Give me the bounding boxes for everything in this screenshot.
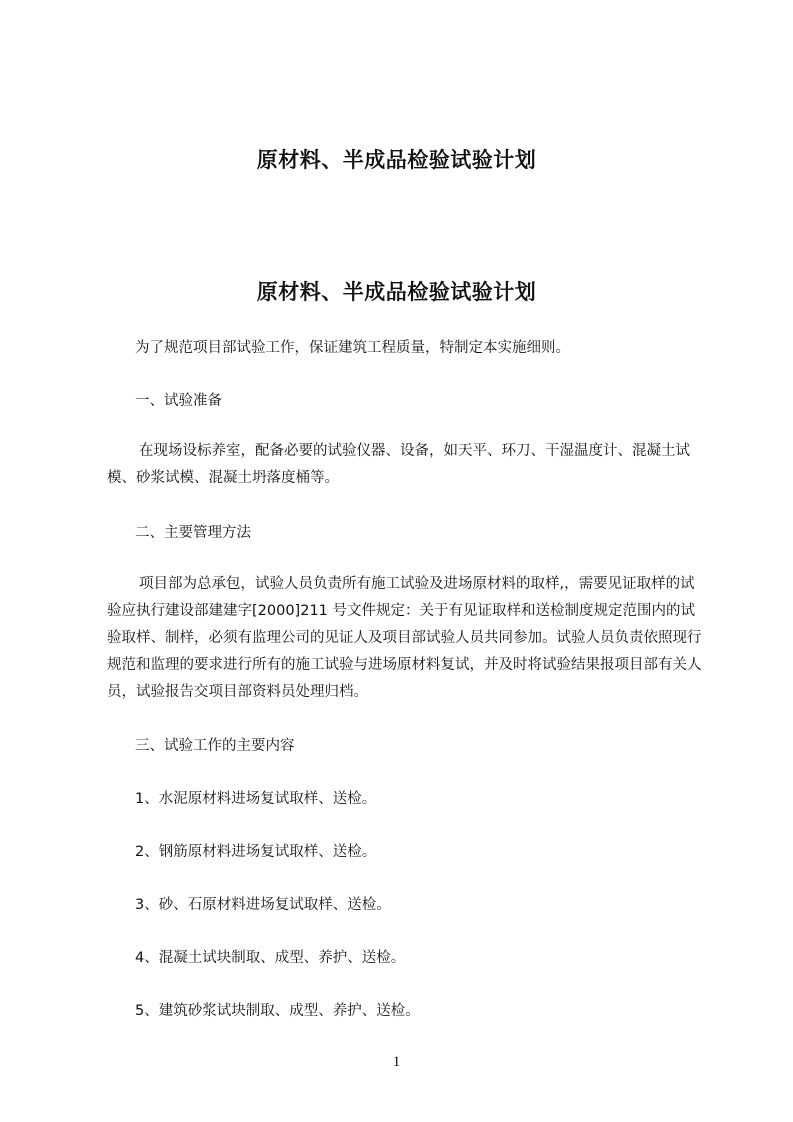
section-heading-main-content: 三、试验工作的主要内容 (135, 738, 295, 754)
section-heading-management: 二、主要管理方法 (135, 525, 251, 541)
list-item: 4、混凝土试块制取、成型、养护、送检。 (135, 950, 406, 966)
section-body-management: 项目部为总承包，试验人员负责所有施工试验及进场原材料的取样,，需要见证取样的试验应执行建设部建建字[2000]211 号文件规定：关于有见证取样和送检制度规定范围内的试验取样、制样，必须有监理公司的见证人及项目部试验人员共同参加。试验人员负责依照现行规范和监理的要求进行所有的施工试验与进场原材料复试，并及时将试验结果报项目部有关人员，试验报告交项目部资料员处理归档。 (107, 576, 702, 700)
page-number: 1 (392, 1054, 401, 1070)
section-heading-preparation: 一、试验准备 (135, 393, 222, 409)
list-item: 5、建筑砂浆试块制取、成型、养护、送检。 (135, 1003, 420, 1019)
intro-paragraph: 为了规范项目部试验工作，保证建筑工程质量，特制定本实施细则。 (135, 340, 570, 356)
section-body-preparation: 在现场设标养室，配备必要的试验仪器、设备，如天平、环刀、干湿温度计、混凝土试模、砂浆试模、混凝土坍落度桶等。 (107, 443, 690, 486)
list-item: 2、钢筋原材料进场复试取样、送检。 (135, 844, 377, 860)
document-title: 原材料、半成品检验试验计划 (256, 280, 537, 304)
list-item: 1、水泥原材料进场复试取样、送检。 (135, 791, 377, 807)
cover-title: 原材料、半成品检验试验计划 (256, 148, 537, 172)
list-item: 3、砂、石原材料进场复试取样、送检。 (135, 897, 391, 913)
